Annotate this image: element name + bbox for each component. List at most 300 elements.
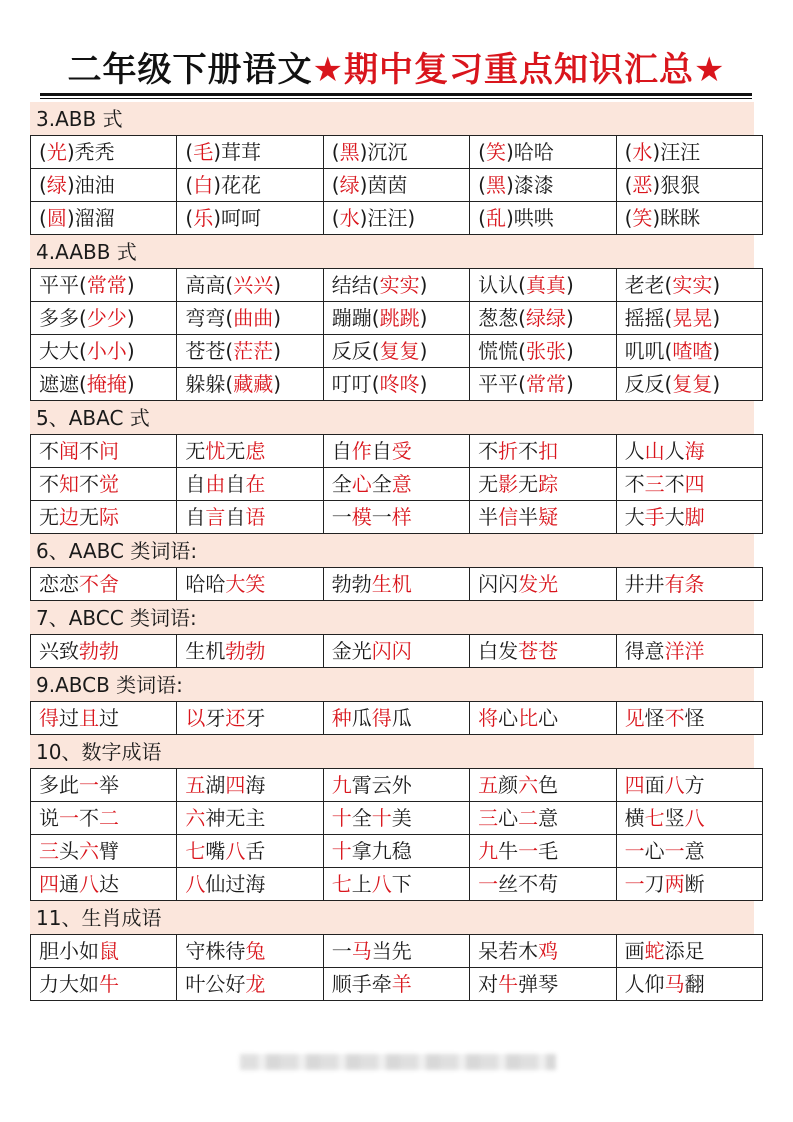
word-text: 牛 xyxy=(498,839,519,863)
word-text: 舌 xyxy=(245,839,266,863)
word-text: 力大如 xyxy=(39,972,99,996)
word-text: 井井 xyxy=(624,572,665,596)
word-cell xyxy=(31,935,177,968)
word-text: 自 xyxy=(225,472,246,496)
word-text: 画 xyxy=(624,939,645,963)
word-cell xyxy=(31,835,177,868)
word-text: 叽叽( xyxy=(624,339,673,363)
word-cell xyxy=(31,202,177,235)
highlight-text: 二 xyxy=(99,806,119,830)
word-text: 人 xyxy=(624,439,645,463)
word-cell xyxy=(31,568,177,601)
highlight-text: 茫茫 xyxy=(233,339,274,363)
word-cell xyxy=(323,501,469,534)
word-cell xyxy=(616,968,762,1001)
word-text: )秃秃 xyxy=(66,140,115,164)
highlight-text: 得 xyxy=(371,706,392,730)
table-row xyxy=(31,568,763,601)
word-text: 自 xyxy=(371,439,392,463)
word-text: 心 xyxy=(498,806,519,830)
word-cell xyxy=(616,501,762,534)
word-cell xyxy=(470,335,616,368)
word-text: 自 xyxy=(185,505,206,529)
highlight-text: 毛 xyxy=(193,140,214,164)
highlight-text: 一 xyxy=(478,872,499,896)
word-text: 臂 xyxy=(99,839,119,863)
word-text: 牙 xyxy=(205,706,226,730)
word-cell xyxy=(323,802,469,835)
section-heading: 5、ABAC 式 xyxy=(30,401,754,434)
table-row xyxy=(31,935,763,968)
highlight-text: 有条 xyxy=(664,572,705,596)
table-row xyxy=(31,169,763,202)
highlight-text: 两 xyxy=(664,872,685,896)
highlight-text: 牛 xyxy=(498,972,519,996)
table-row xyxy=(31,468,763,501)
word-text: 通 xyxy=(59,872,79,896)
highlight-text: 洋洋 xyxy=(664,639,705,663)
highlight-text: 笑 xyxy=(632,206,653,230)
word-cell xyxy=(470,169,616,202)
word-cell xyxy=(470,968,616,1001)
highlight-text: 由 xyxy=(205,472,226,496)
highlight-text: 常常 xyxy=(86,273,127,297)
highlight-text: 真真 xyxy=(525,273,566,297)
word-text: )溜溜 xyxy=(66,206,115,230)
highlight-text: 九 xyxy=(331,773,352,797)
word-text: 过 xyxy=(59,706,79,730)
word-text: 无 xyxy=(185,439,206,463)
highlight-text: 问 xyxy=(99,439,119,463)
highlight-text: 少少 xyxy=(86,306,127,330)
word-text: 方 xyxy=(684,773,705,797)
highlight-text: 海 xyxy=(684,439,705,463)
highlight-text: 虑 xyxy=(245,439,266,463)
word-text: 葱葱( xyxy=(478,306,526,330)
highlight-text: 六 xyxy=(185,806,206,830)
word-text: 全 xyxy=(331,472,352,496)
word-text: ( xyxy=(331,206,340,230)
word-text: 无 xyxy=(79,505,99,529)
section-heading: 4.AABB 式 xyxy=(30,235,754,268)
word-text: 大 xyxy=(624,505,645,529)
highlight-text: 言 xyxy=(205,505,226,529)
section-heading: 10、数字成语 xyxy=(30,735,754,768)
word-cell xyxy=(31,435,177,468)
highlight-text: 发光 xyxy=(518,572,559,596)
highlight-text: 六 xyxy=(518,773,539,797)
word-cell xyxy=(470,835,616,868)
word-text: 高高( xyxy=(185,273,234,297)
word-text: 一 xyxy=(331,939,352,963)
word-text: 面 xyxy=(644,773,665,797)
highlight-text: 水 xyxy=(339,206,360,230)
highlight-text: 咚咚 xyxy=(379,372,420,396)
word-text: ( xyxy=(39,173,47,197)
word-cell xyxy=(323,136,469,169)
highlight-text: 复复 xyxy=(379,339,420,363)
highlight-text: 掩掩 xyxy=(86,372,127,396)
section-heading: 6、AABC 类词语: xyxy=(30,534,754,567)
word-text: ( xyxy=(185,206,194,230)
highlight-text: 踪 xyxy=(538,472,559,496)
word-cell xyxy=(177,802,323,835)
word-text: )茵茵 xyxy=(359,173,408,197)
word-text: 不 xyxy=(79,472,99,496)
word-text: ( xyxy=(624,140,633,164)
table-row xyxy=(31,269,763,302)
highlight-text: 五 xyxy=(478,773,499,797)
word-text: 自 xyxy=(185,472,206,496)
table-row xyxy=(31,868,763,901)
word-cell xyxy=(470,769,616,802)
highlight-text: 恶 xyxy=(632,173,653,197)
word-text: 叮叮( xyxy=(331,372,380,396)
highlight-text: 八 xyxy=(225,839,246,863)
word-cell xyxy=(31,702,177,735)
word-cell xyxy=(323,835,469,868)
highlight-text: 得 xyxy=(39,706,59,730)
highlight-text: 以 xyxy=(185,706,206,730)
word-text: ) xyxy=(126,273,135,297)
highlight-text: 七 xyxy=(185,839,206,863)
word-text: 上 xyxy=(351,872,372,896)
word-cell xyxy=(177,169,323,202)
word-cell xyxy=(470,868,616,901)
word-cell xyxy=(177,835,323,868)
highlight-text: 蛇 xyxy=(644,939,665,963)
word-text: 金光 xyxy=(331,639,372,663)
highlight-text: 三 xyxy=(478,806,499,830)
word-text: 遮遮( xyxy=(39,372,87,396)
word-cell xyxy=(616,568,762,601)
word-text: )狠狠 xyxy=(652,173,701,197)
section-heading: 11、生肖成语 xyxy=(30,901,754,934)
word-text: )汪汪 xyxy=(652,140,701,164)
word-cell xyxy=(31,169,177,202)
word-text: ( xyxy=(624,206,633,230)
highlight-text: 觉 xyxy=(99,472,119,496)
word-text: 达 xyxy=(99,872,119,896)
word-text: 自 xyxy=(225,505,246,529)
word-text: ( xyxy=(478,140,486,164)
word-text: 躲躲( xyxy=(185,372,234,396)
word-text: 怪 xyxy=(644,706,665,730)
word-text: 弯弯( xyxy=(185,306,234,330)
word-cell xyxy=(177,968,323,1001)
highlight-text: 一 xyxy=(59,806,79,830)
word-text: 结结( xyxy=(331,273,380,297)
word-text: 仙过海 xyxy=(205,872,266,896)
word-text: 断 xyxy=(684,872,705,896)
word-text: ) xyxy=(419,273,428,297)
highlight-text: 七 xyxy=(644,806,665,830)
word-text: 说 xyxy=(39,806,59,830)
word-text: ) xyxy=(126,372,135,396)
highlight-text: 样 xyxy=(391,505,412,529)
word-cell xyxy=(323,435,469,468)
word-cell xyxy=(177,501,323,534)
word-text: 横 xyxy=(624,806,645,830)
highlight-text: 勃勃 xyxy=(79,639,119,663)
highlight-text: 比 xyxy=(518,706,539,730)
highlight-text: 乐 xyxy=(193,206,214,230)
table-row xyxy=(31,802,763,835)
word-cell xyxy=(616,635,762,668)
highlight-text: 信 xyxy=(498,505,519,529)
word-text: )哄哄 xyxy=(505,206,554,230)
word-cell xyxy=(323,202,469,235)
word-cell xyxy=(616,269,762,302)
word-text: 守株待 xyxy=(185,939,246,963)
word-text: ) xyxy=(419,306,428,330)
table-row xyxy=(31,335,763,368)
word-cell xyxy=(616,702,762,735)
highlight-text: 晃晃 xyxy=(672,306,713,330)
word-text: ( xyxy=(331,140,340,164)
highlight-text: 一 xyxy=(518,839,539,863)
highlight-text: 笑 xyxy=(485,140,506,164)
word-text: ) xyxy=(565,306,574,330)
table-row xyxy=(31,501,763,534)
word-text: ( xyxy=(185,140,194,164)
section-heading: 9.ABCB 类词语: xyxy=(30,668,754,701)
highlight-text: 龙 xyxy=(245,972,266,996)
word-text: 闪闪 xyxy=(478,572,519,596)
word-cell xyxy=(470,468,616,501)
word-text: 反反( xyxy=(624,372,673,396)
highlight-text: 喳喳 xyxy=(672,339,713,363)
word-cell xyxy=(470,302,616,335)
word-text: 多多( xyxy=(39,306,87,330)
word-text: 摇摇( xyxy=(624,306,673,330)
word-text: 竖 xyxy=(664,806,685,830)
highlight-text: 水 xyxy=(632,140,653,164)
highlight-text: 张张 xyxy=(525,339,566,363)
highlight-text: 光 xyxy=(46,140,67,164)
word-text: 恋恋 xyxy=(39,572,79,596)
highlight-text: 三 xyxy=(644,472,665,496)
word-cell xyxy=(31,968,177,1001)
highlight-text: 十 xyxy=(371,806,392,830)
word-text: ) xyxy=(273,306,282,330)
highlight-text: 疑 xyxy=(538,505,559,529)
word-cell xyxy=(323,368,469,401)
word-cell xyxy=(470,368,616,401)
highlight-text: 羊 xyxy=(391,972,412,996)
word-cell xyxy=(323,702,469,735)
word-cell xyxy=(470,202,616,235)
highlight-text: 扣 xyxy=(538,439,559,463)
highlight-text: 七 xyxy=(331,872,352,896)
word-text: 反反( xyxy=(331,339,380,363)
word-text: 慌慌( xyxy=(478,339,526,363)
highlight-text: 黑 xyxy=(339,140,360,164)
word-text: ( xyxy=(185,173,194,197)
word-text: 弹琴 xyxy=(518,972,559,996)
word-text: 蹦蹦( xyxy=(331,306,380,330)
word-text: 头 xyxy=(59,839,79,863)
word-text: 不 xyxy=(478,439,499,463)
highlight-text: 将 xyxy=(478,706,499,730)
word-table xyxy=(30,768,763,901)
highlight-text: 牛 xyxy=(99,972,119,996)
table-row xyxy=(31,202,763,235)
word-text: 顺手牵 xyxy=(331,972,392,996)
section-heading: 3.ABB 式 xyxy=(30,102,754,135)
word-cell xyxy=(323,968,469,1001)
highlight-text: 勃勃 xyxy=(225,639,266,663)
word-cell xyxy=(616,169,762,202)
word-text: 胆小如 xyxy=(39,939,99,963)
word-cell xyxy=(323,302,469,335)
highlight-text: 实实 xyxy=(672,273,713,297)
highlight-text: 四 xyxy=(684,472,705,496)
table-row xyxy=(31,769,763,802)
word-text: 牙 xyxy=(245,706,266,730)
highlight-text: 在 xyxy=(245,472,266,496)
highlight-text: 心 xyxy=(351,472,372,496)
word-table xyxy=(30,135,763,235)
word-text: ) xyxy=(565,273,574,297)
word-cell xyxy=(323,468,469,501)
highlight-text: 影 xyxy=(498,472,519,496)
word-cell xyxy=(177,136,323,169)
word-text: )茸茸 xyxy=(213,140,262,164)
word-table xyxy=(30,634,763,668)
word-text: 拿九稳 xyxy=(351,839,412,863)
word-text: 意 xyxy=(538,806,559,830)
highlight-text: 黑 xyxy=(485,173,506,197)
word-table xyxy=(30,268,763,401)
word-cell xyxy=(177,335,323,368)
word-text: 毛 xyxy=(538,839,559,863)
highlight-text: 八 xyxy=(185,872,206,896)
word-text: 生机 xyxy=(185,639,226,663)
highlight-text: 且 xyxy=(79,706,99,730)
word-text: 不 xyxy=(79,439,99,463)
highlight-text: 绿绿 xyxy=(525,306,566,330)
word-text: 老老( xyxy=(624,273,673,297)
word-text: 色 xyxy=(538,773,559,797)
word-cell xyxy=(616,302,762,335)
highlight-text: 圆 xyxy=(46,206,67,230)
highlight-text: 一 xyxy=(664,839,685,863)
word-cell xyxy=(31,335,177,368)
highlight-text: 折 xyxy=(498,439,519,463)
word-text: )汪汪) xyxy=(359,206,416,230)
word-cell xyxy=(470,501,616,534)
word-cell xyxy=(470,568,616,601)
word-text: 全 xyxy=(351,806,372,830)
highlight-text: 脚 xyxy=(684,505,705,529)
word-cell xyxy=(31,269,177,302)
word-text: 无 xyxy=(225,439,246,463)
highlight-text: 四 xyxy=(39,872,59,896)
highlight-text: 白 xyxy=(193,173,214,197)
highlight-text: 八 xyxy=(684,806,705,830)
word-cell xyxy=(323,169,469,202)
highlight-text: 知 xyxy=(59,472,79,496)
word-cell xyxy=(323,868,469,901)
word-text: ) xyxy=(126,306,135,330)
highlight-text: 一 xyxy=(79,773,99,797)
word-text: 心 xyxy=(644,839,665,863)
page-title xyxy=(0,48,793,92)
word-text: ( xyxy=(624,173,633,197)
highlight-text: 忧 xyxy=(205,439,226,463)
word-text: )哈哈 xyxy=(505,140,554,164)
word-cell xyxy=(616,368,762,401)
highlight-text: 作 xyxy=(351,439,372,463)
word-text: 对 xyxy=(478,972,499,996)
word-cell xyxy=(616,335,762,368)
highlight-text: 八 xyxy=(371,872,392,896)
table-row xyxy=(31,136,763,169)
table-row xyxy=(31,835,763,868)
table-row xyxy=(31,635,763,668)
word-text: ( xyxy=(331,173,340,197)
word-cell xyxy=(31,468,177,501)
word-text: 无 xyxy=(518,472,539,496)
title-red-part: ★期中复习重点知识汇总★ xyxy=(312,50,726,90)
word-cell xyxy=(31,302,177,335)
word-cell xyxy=(616,835,762,868)
word-text: )眯眯 xyxy=(652,206,701,230)
word-text: ) xyxy=(126,339,135,363)
section-heading: 7、ABCC 类词语: xyxy=(30,601,754,634)
word-cell xyxy=(470,802,616,835)
word-cell xyxy=(323,935,469,968)
word-cell xyxy=(616,202,762,235)
word-text: )油油 xyxy=(66,173,115,197)
highlight-text: 受 xyxy=(391,439,412,463)
word-text: 半 xyxy=(478,505,499,529)
highlight-text: 苍苍 xyxy=(518,639,559,663)
highlight-text: 十 xyxy=(331,839,352,863)
word-text: )呵呵 xyxy=(213,206,262,230)
highlight-text: 际 xyxy=(99,505,119,529)
word-cell xyxy=(31,501,177,534)
word-text: ) xyxy=(273,339,282,363)
word-text: )漆漆 xyxy=(505,173,554,197)
highlight-text: 还 xyxy=(225,706,246,730)
word-cell xyxy=(177,868,323,901)
word-text: ) xyxy=(419,339,428,363)
highlight-text: 复复 xyxy=(672,372,713,396)
table-row xyxy=(31,968,763,1001)
highlight-text: 马 xyxy=(351,939,372,963)
word-text: 全 xyxy=(371,472,392,496)
word-text: 瓜 xyxy=(351,706,372,730)
word-cell xyxy=(470,935,616,968)
highlight-text: 边 xyxy=(59,505,79,529)
word-cell xyxy=(177,202,323,235)
word-text: 意 xyxy=(684,839,705,863)
word-text: 白发 xyxy=(478,639,519,663)
highlight-text: 五 xyxy=(185,773,206,797)
word-text: ( xyxy=(39,140,47,164)
highlight-text: 绿 xyxy=(339,173,360,197)
word-text: ) xyxy=(565,372,574,396)
word-text: 下 xyxy=(391,872,412,896)
word-table xyxy=(30,567,763,601)
word-text: ) xyxy=(712,372,721,396)
highlight-text: 模 xyxy=(351,505,372,529)
table-row xyxy=(31,368,763,401)
highlight-text: 曲曲 xyxy=(233,306,274,330)
word-text: 颜 xyxy=(498,773,519,797)
